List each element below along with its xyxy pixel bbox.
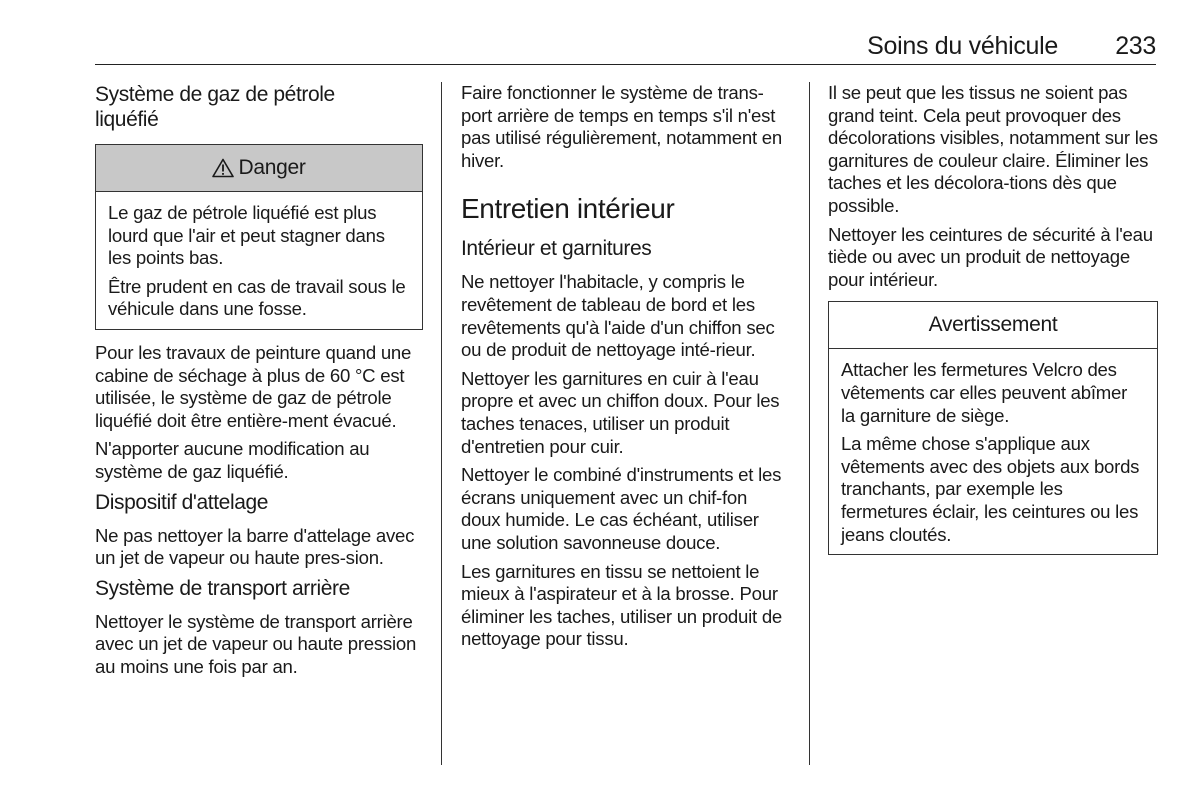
paragraph-no-modification: N'apporter aucune modification au système de gaz liquéfié.: [95, 438, 370, 482]
paragraph-fabric: Les garnitures en tissu se nettoient le mieux à l'aspirateur et à la brosse. Pour éliminer les taches, utiliser un produit de nettoyage pour tissu.: [461, 560, 783, 650]
warning-box: [828, 301, 1158, 555]
paragraph-instruments: Nettoyer le combiné d'instruments et les écrans uniquement avec un chif-fon doux humide. Le cas échéant, utiliser une solution savonneuse douce.: [461, 464, 782, 553]
section-interior-care: Entretien intérieur: [461, 193, 675, 225]
warning-text-2: La même chose s'applique aux vêtements avec des objets aux bords tranchants, par exemple les fermetures éclair, les ceintures ou les jeans cloutés.: [841, 433, 1140, 545]
header-title: Soins du véhicule: [867, 32, 1058, 60]
paragraph-operate-carrier: Faire fonctionner le système de trans-port arrière de temps en temps s'il n'est pas utilisé régulièrement, notamment en hiver.: [461, 82, 782, 171]
danger-text-1: Le gaz de pétrole liquéfié est plus lourd que l'air et peut stagner dans les points bas.: [108, 202, 385, 269]
danger-title: Danger: [238, 156, 306, 179]
paragraph-paint: Pour les travaux de peinture quand une cabine de séchage à plus de 60 °C est utilisée, le système de gaz de pétrole liquéfié doit être entière-ment évacué.: [95, 341, 412, 431]
page-number: 233: [1115, 32, 1156, 60]
column-right: [828, 82, 1158, 565]
paragraph-discoloration: Il se peut que les tissus ne soient pas grand teint. Cela peut provoquer des décolorations visibles, notamment sur les garnitures de couleur claire. Éliminer les taches et les décolora-tions dès que possible.: [828, 82, 1158, 216]
column-middle: [461, 82, 791, 657]
heading-lpg-system: Système de gaz de pétrole liquéfié: [95, 83, 335, 131]
danger-box-header: [96, 145, 422, 192]
heading-towbar: Dispositif d'attelage: [95, 490, 269, 514]
heading-rear-carrier: Système de transport arrière: [95, 576, 350, 600]
heading-interior-trim: Intérieur et garnitures: [461, 237, 652, 261]
warning-triangle-icon: [212, 158, 234, 178]
warning-text-1: Attacher les fermetures Velcro des vêtements car elles peuvent abîmer la garniture de siège.: [841, 359, 1128, 426]
warning-title: Avertissement: [928, 313, 1058, 337]
paragraph-rear-carrier: Nettoyer le système de transport arrière avec un jet de vapeur ou haute pression au moins une fois par an.: [95, 610, 417, 677]
danger-text-2: Être prudent en cas de travail sous le véhicule dans une fosse.: [108, 275, 406, 320]
paragraph-seat-belts: Nettoyer les ceintures de sécurité à l'eau tiède ou avec un produit de nettoyage pour intérieur.: [828, 223, 1153, 290]
paragraph-towbar: Ne pas nettoyer la barre d'attelage avec un jet de vapeur ou haute pres-sion.: [95, 524, 415, 569]
danger-box-body: [96, 192, 422, 329]
warning-box-header: [829, 302, 1157, 349]
paragraph-cabin: Ne nettoyer l'habitacle, y compris le revêtement de tableau de bord et les revêtements qu'à l'aide d'un chiffon sec ou de produit de nettoyage inté-rieur.: [461, 271, 775, 361]
column-divider: [441, 82, 442, 765]
danger-box: [95, 144, 423, 330]
warning-box-body: [829, 349, 1157, 554]
page-header: [95, 30, 1156, 65]
paragraph-leather: Nettoyer les garnitures en cuir à l'eau propre et avec un chiffon doux. Pour les taches tenaces, utiliser un produit d'entretien pour cuir.: [461, 367, 780, 457]
column-divider: [809, 82, 810, 765]
column-left: [95, 82, 423, 685]
